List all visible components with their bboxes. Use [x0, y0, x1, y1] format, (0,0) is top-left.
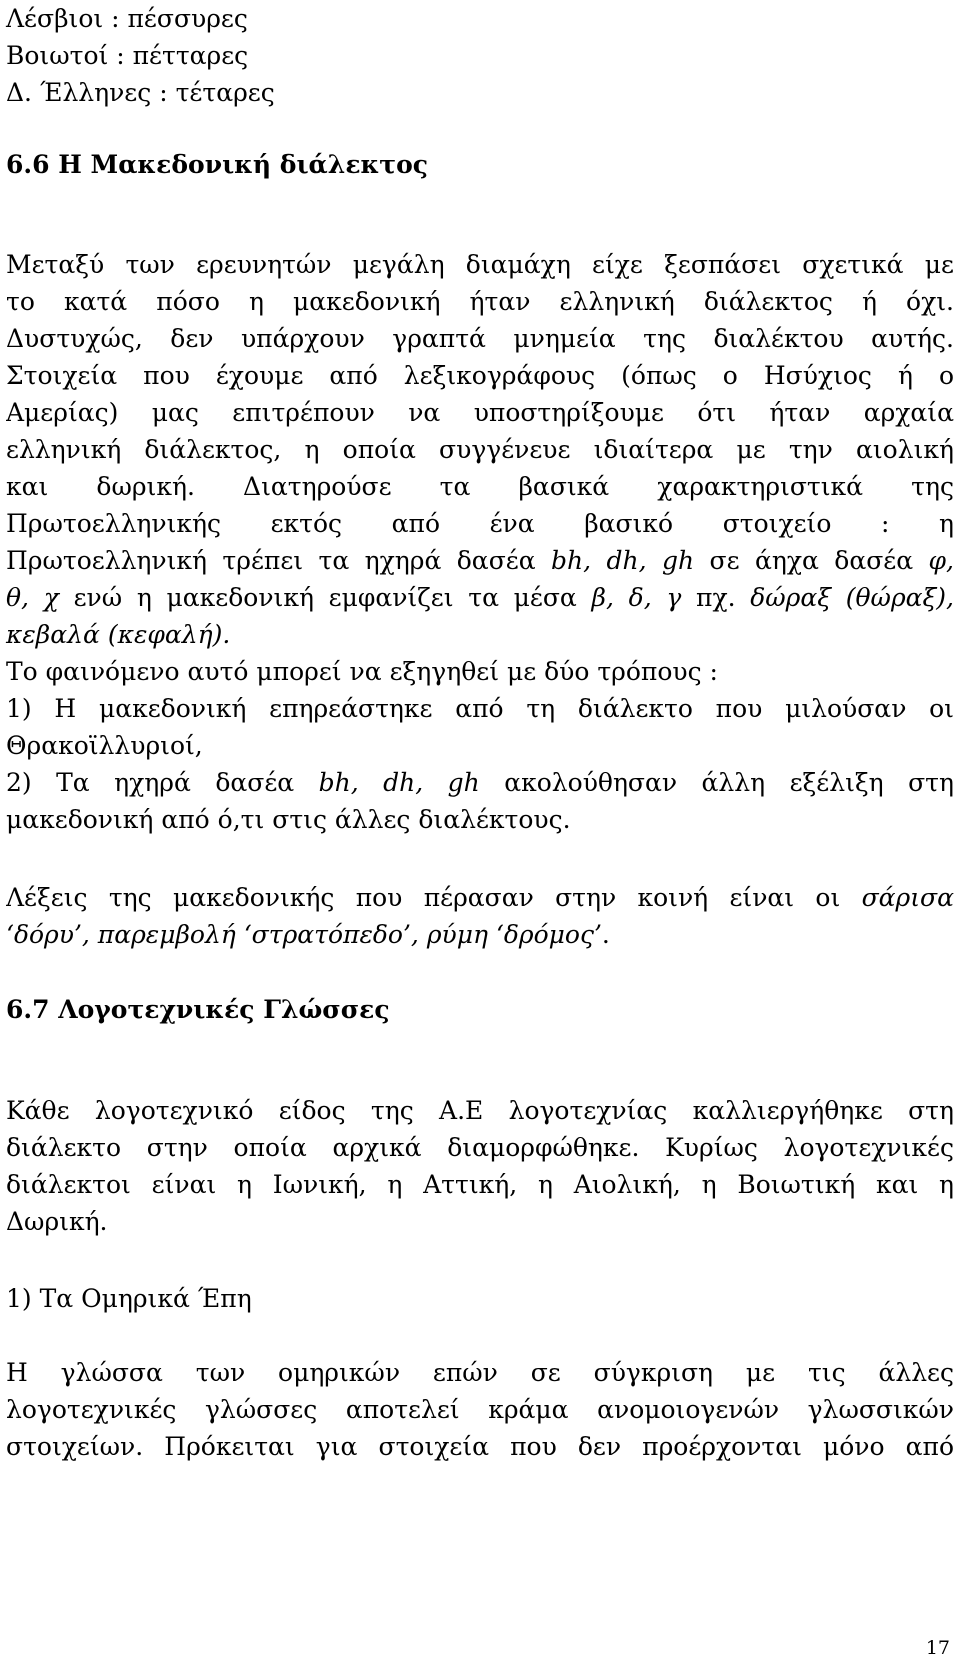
- paragraph-line: Κάθε λογοτεχνικό είδος της Α.Ε λογοτεχνίας καλλιεργήθηκε στη: [6, 1096, 954, 1125]
- paragraph-line: μακεδονική από ό,τι στις άλλες διαλέκτους.: [6, 805, 571, 834]
- paragraph-line: Δυστυχώς, δεν υπάρχουν γραπτά μνημεία της διαλέκτου αυτής.: [6, 324, 954, 353]
- paragraph-line: Θρακοϊλλυριοί,: [6, 731, 203, 760]
- subheading-homeric-epics: 1) Τα Ομηρικά Έπη: [6, 1284, 252, 1313]
- paragraph-line: Δωρική.: [6, 1207, 108, 1236]
- paragraph-line: [6, 916, 954, 953]
- macedonian-words-paragraph: [6, 879, 954, 953]
- italic-term: bh, dh, gh: [318, 768, 480, 797]
- paragraph-line: Πρωτοελληνικής εκτός από ένα βασικό στοιχείο : η: [6, 509, 954, 538]
- italic-term: σάρισα: [861, 883, 954, 912]
- paragraph-line: διάλεκτοι είναι η Ιωνική, η Αττική, η Αιολική, η Βοιωτική και η: [6, 1170, 954, 1199]
- paragraph-line: λογοτεχνικές γλώσσες αποτελεί κράμα ανομοιογενών γλωσσικών: [6, 1395, 954, 1424]
- dialect-form-line: Βοιωτοί : πέτταρες: [6, 41, 249, 70]
- section-heading-6-6: 6.6 Η Μακεδονική διάλεκτος: [6, 150, 428, 179]
- paragraph-line: [6, 879, 954, 916]
- dialect-form-line: Δ. Έλληνες : τέταρες: [6, 78, 275, 107]
- italic-term: δώραξ (θώραξ),: [750, 583, 954, 612]
- italic-term: bh, dh, gh: [551, 546, 695, 575]
- paragraph-line: στοιχείων. Πρόκειται για στοιχεία που δεν προέρχονται μόνο από: [6, 1432, 954, 1461]
- line-text: πχ.: [681, 583, 751, 612]
- paragraph-line: Μεταξύ των ερευνητών μεγάλη διαμάχη είχε ξεσπάσει σχετικά με: [6, 250, 954, 279]
- italic-term: φ,: [928, 546, 954, 575]
- paragraph-line: Αμερίας) μας επιτρέπουν να υποστηρίξουμε ότι ήταν αρχαία: [6, 398, 954, 427]
- line-text: ενώ η μακεδονική εμφανίζει τα μέσα: [58, 583, 592, 612]
- homeric-language-paragraph: [6, 1354, 954, 1465]
- italic-term: ‘δόρυ’, παρεμβολή ‘στρατόπεδο’, ρύμη ‘δρόμος’: [6, 920, 602, 949]
- paragraph-line: 1) Η μακεδονική επηρεάστηκε από τη διάλεκτο που μιλούσαν οι: [6, 694, 954, 723]
- literary-languages-paragraph: [6, 1092, 954, 1240]
- paragraph-line: κεβαλά (κεφαλή).: [6, 620, 231, 649]
- paragraph-line: Στοιχεία που έχουμε από λεξικογράφους (όπως ο Ησύχιος ή ο: [6, 361, 954, 390]
- paragraph-line: και δωρική. Διατηρούσε τα βασικά χαρακτηριστικά της: [6, 472, 954, 501]
- paragraph-line: ελληνική διάλεκτος, η οποία συγγένευε ιδιαίτερα με την αιολική: [6, 435, 954, 464]
- dialect-forms-list: [6, 0, 954, 111]
- paragraph-line: το κατά πόσο η μακεδονική ήταν ελληνική διάλεκτος ή όχι.: [6, 287, 954, 316]
- paragraph-line: Το φαινόμενο αυτό μπορεί να εξηγηθεί με δύο τρόπους :: [6, 657, 718, 686]
- paragraph-line: [6, 764, 954, 801]
- paragraph-line: διάλεκτο στην οποία αρχικά διαμορφώθηκε. Κυρίως λογοτεχνικές: [6, 1133, 954, 1162]
- paragraph-line: [6, 542, 954, 579]
- line-text: ακολούθησαν άλλη εξέλιξη στη: [479, 768, 954, 797]
- dialect-form-line: Λέσβιοι : πέσσυρες: [6, 4, 248, 33]
- line-text: .: [601, 920, 610, 949]
- line-text: Πρωτοελληνική τρέπει τα ηχηρά δασέα: [6, 546, 552, 575]
- line-text: 2) Τα ηχηρά δασέα: [6, 768, 319, 797]
- macedonian-paragraph: [6, 246, 954, 838]
- italic-term: θ, χ: [6, 583, 59, 612]
- line-text: Λέξεις της μακεδονικής που πέρασαν στην κοινή είναι οι: [6, 883, 862, 912]
- paragraph-line: Η γλώσσα των ομηρικών επών σε σύγκριση με τις άλλες: [6, 1358, 954, 1387]
- paragraph-line: [6, 579, 954, 616]
- line-text: σε άηχα δασέα: [694, 546, 929, 575]
- page-number: 17: [925, 1637, 950, 1659]
- section-heading-6-7: 6.7 Λογοτεχνικές Γλώσσες: [6, 995, 390, 1024]
- italic-term: β, δ, γ: [591, 583, 682, 612]
